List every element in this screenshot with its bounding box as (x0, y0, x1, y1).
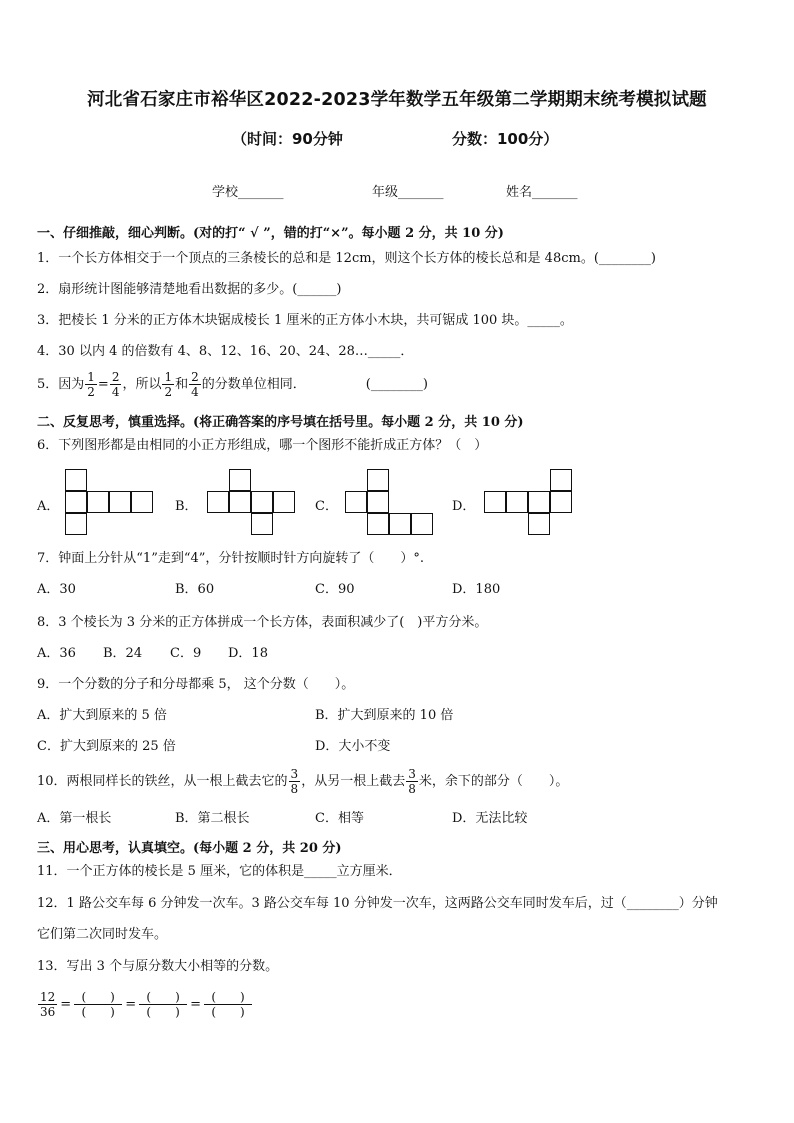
fraction (38, 990, 57, 1019)
net-square (65, 491, 87, 513)
fraction (289, 767, 301, 796)
fraction-numerator: 3 (408, 767, 416, 781)
question-4: 4．30 以内 4 的倍数有 4、8、12、16、20、24、28…_____． (37, 344, 414, 359)
q10-text-b: ，从另一根上截去 (301, 773, 406, 789)
net-square (506, 491, 528, 513)
q9-option-d: D．大小不变 (315, 739, 391, 754)
answer-fraction-1 (74, 990, 122, 1019)
q7-option-a: A．30 (37, 582, 76, 597)
fraction-numerator: 1 (164, 370, 173, 384)
section-heading-1: 一、仔细推敲，细心判断。(对的打“ √ ”，错的打“×”。每小题 2 分，共 10 分) (37, 226, 504, 241)
question-7: 7．钟面上分针从“1”走到“4”，分针按顺时针方向旋转了（ ）°. (37, 551, 425, 566)
exam-score: 分数：100分） (452, 130, 559, 148)
net-square (65, 469, 87, 491)
net-square (528, 491, 550, 513)
answer-numerator-blank: ( ) (74, 990, 122, 1005)
q10-option-b: B．第二根长 (175, 811, 250, 826)
net-square (65, 513, 87, 535)
q9-option-c: C．扩大到原来的 25 倍 (37, 739, 176, 754)
fraction-numerator: 1 (87, 370, 95, 384)
fraction-denominator: 4 (111, 385, 120, 399)
page-title: 河北省石家庄市裕华区2022-2023学年数学五年级第二学期期末统考模拟试题 (87, 90, 707, 110)
question-12-line-2: 它们第二次同时发车。 (37, 927, 168, 942)
school-field: 学校_______ (212, 185, 284, 200)
grade-field: 年级_______ (372, 185, 444, 200)
fraction-numerator: 3 (290, 767, 299, 781)
net-square (484, 491, 506, 513)
net-square (87, 491, 109, 513)
net-square (550, 469, 572, 491)
fraction (162, 370, 174, 399)
fraction (406, 767, 418, 796)
exam-time: （时间：90分钟 (232, 130, 343, 148)
option-label-a: A． (37, 499, 60, 514)
q5-text-c: 的分数单位相同． (201, 376, 306, 392)
net-square (251, 491, 273, 513)
q10-option-c: C．相等 (315, 811, 364, 826)
q5-text-a: 5．因为 (37, 376, 85, 392)
question-12-line-1: 12．1 路公交车每 6 分钟发一次车。3 路公交车每 10 分钟发一次车，这两路公交车同时发车后，过（________）分钟 (37, 896, 718, 911)
name-field: 姓名_______ (506, 185, 578, 200)
fraction-denominator: 2 (87, 385, 95, 399)
equals-sign: = (60, 997, 72, 1012)
equals-sign: = (190, 997, 201, 1012)
fraction (189, 370, 201, 399)
net-square (109, 491, 131, 513)
fraction (110, 370, 122, 399)
q8-option-c: C．9 (170, 646, 202, 661)
fraction-denominator: 4 (191, 385, 199, 399)
q10-option-a: A．第一根长 (37, 811, 112, 826)
q10-option-d: D．无法比较 (452, 811, 528, 826)
net-square (367, 469, 389, 491)
q5-answer-blank: (________) (365, 376, 428, 392)
net-square (367, 491, 389, 513)
section-heading-3: 三、用心思考，认真填空。(每小题 2 分，共 20 分) (37, 841, 342, 856)
question-13: 13．写出 3 个与原分数大小相等的分数。 (37, 959, 279, 974)
net-square (345, 491, 367, 513)
net-square (251, 513, 273, 535)
answer-denominator-blank: ( ) (146, 1005, 180, 1019)
fraction-denominator: 8 (408, 782, 416, 796)
option-label-c: C． (315, 499, 338, 514)
question-5 (37, 370, 428, 399)
net-square (550, 491, 572, 513)
net-square (131, 491, 153, 513)
net-square (273, 491, 295, 513)
net-square (528, 513, 550, 535)
net-square (411, 513, 433, 535)
answer-numerator-blank: ( ) (204, 990, 252, 1005)
q10-text-a: 10．两根同样长的铁丝，从一根上截去它的 (37, 773, 288, 789)
answer-denominator-blank: ( ) (81, 1005, 115, 1019)
q10-text-c: 米，余下的部分（ ）。 (418, 773, 569, 789)
equals-sign: = (97, 376, 109, 392)
question-11: 11．一个正方体的棱长是 5 厘米，它的体积是_____立方厘米． (37, 864, 402, 879)
fraction-numerator: 2 (111, 370, 120, 384)
question-8: 8．3 个棱长为 3 分米的正方体拼成一个长方体，表面积减少了( )平方分米。 (37, 615, 488, 630)
question-1: 1．一个长方体相交于一个顶点的三条棱长的总和是 12cm，则这个长方体的棱长总和是 48cm。(________) (37, 251, 656, 266)
question-6: 6．下列图形都是由相同的小正方形组成，哪一个图形不能折成正方体？（ ） (37, 438, 488, 453)
option-label-d: D． (452, 499, 476, 514)
option-label-b: B． (175, 499, 198, 514)
answer-fraction-3 (204, 990, 252, 1019)
fraction-numerator: 12 (40, 990, 56, 1004)
answer-numerator-blank: ( ) (139, 990, 187, 1005)
fraction-denominator: 2 (164, 385, 173, 399)
question-10 (37, 767, 568, 796)
q8-option-a: A．36 (37, 646, 76, 661)
q5-text-and: 和 (175, 376, 189, 392)
net-square (367, 513, 389, 535)
q8-option-b: B．24 (103, 646, 143, 661)
net-square (229, 491, 251, 513)
fraction-numerator: 2 (191, 370, 199, 384)
fraction-denominator: 8 (290, 782, 299, 796)
net-square (229, 469, 251, 491)
q5-text-b: ，所以 (122, 376, 162, 392)
equals-sign: = (125, 997, 137, 1012)
net-square (389, 513, 411, 535)
q7-option-b: B．60 (175, 582, 215, 597)
net-square (207, 491, 229, 513)
q7-option-c: C．90 (315, 582, 355, 597)
answer-denominator-blank: ( ) (211, 1005, 245, 1019)
answer-fraction-2 (139, 990, 187, 1019)
equivalent-fraction-row (37, 990, 253, 1019)
q9-option-a: A．扩大到原来的 5 倍 (37, 708, 167, 723)
fraction (85, 370, 97, 399)
question-9: 9．一个分数的分子和分母都乘 5， 这个分数（ ）。 (37, 677, 355, 692)
fraction-denominator: 36 (40, 1005, 56, 1019)
question-2: 2．扇形统计图能够清楚地看出数据的多少。(______) (37, 282, 342, 297)
question-3: 3．把棱长 1 分米的正方体木块锯成棱长 1 厘米的正方体小木块，共可锯成 100 块。_____。 (37, 313, 573, 328)
q8-option-d: D．18 (228, 646, 268, 661)
q7-option-d: D．180 (452, 582, 501, 597)
section-heading-2: 二、反复思考，慎重选择。(将正确答案的序号填在括号里。每小题 2 分，共 10 分) (37, 415, 524, 430)
q9-option-b: B．扩大到原来的 10 倍 (315, 708, 454, 723)
